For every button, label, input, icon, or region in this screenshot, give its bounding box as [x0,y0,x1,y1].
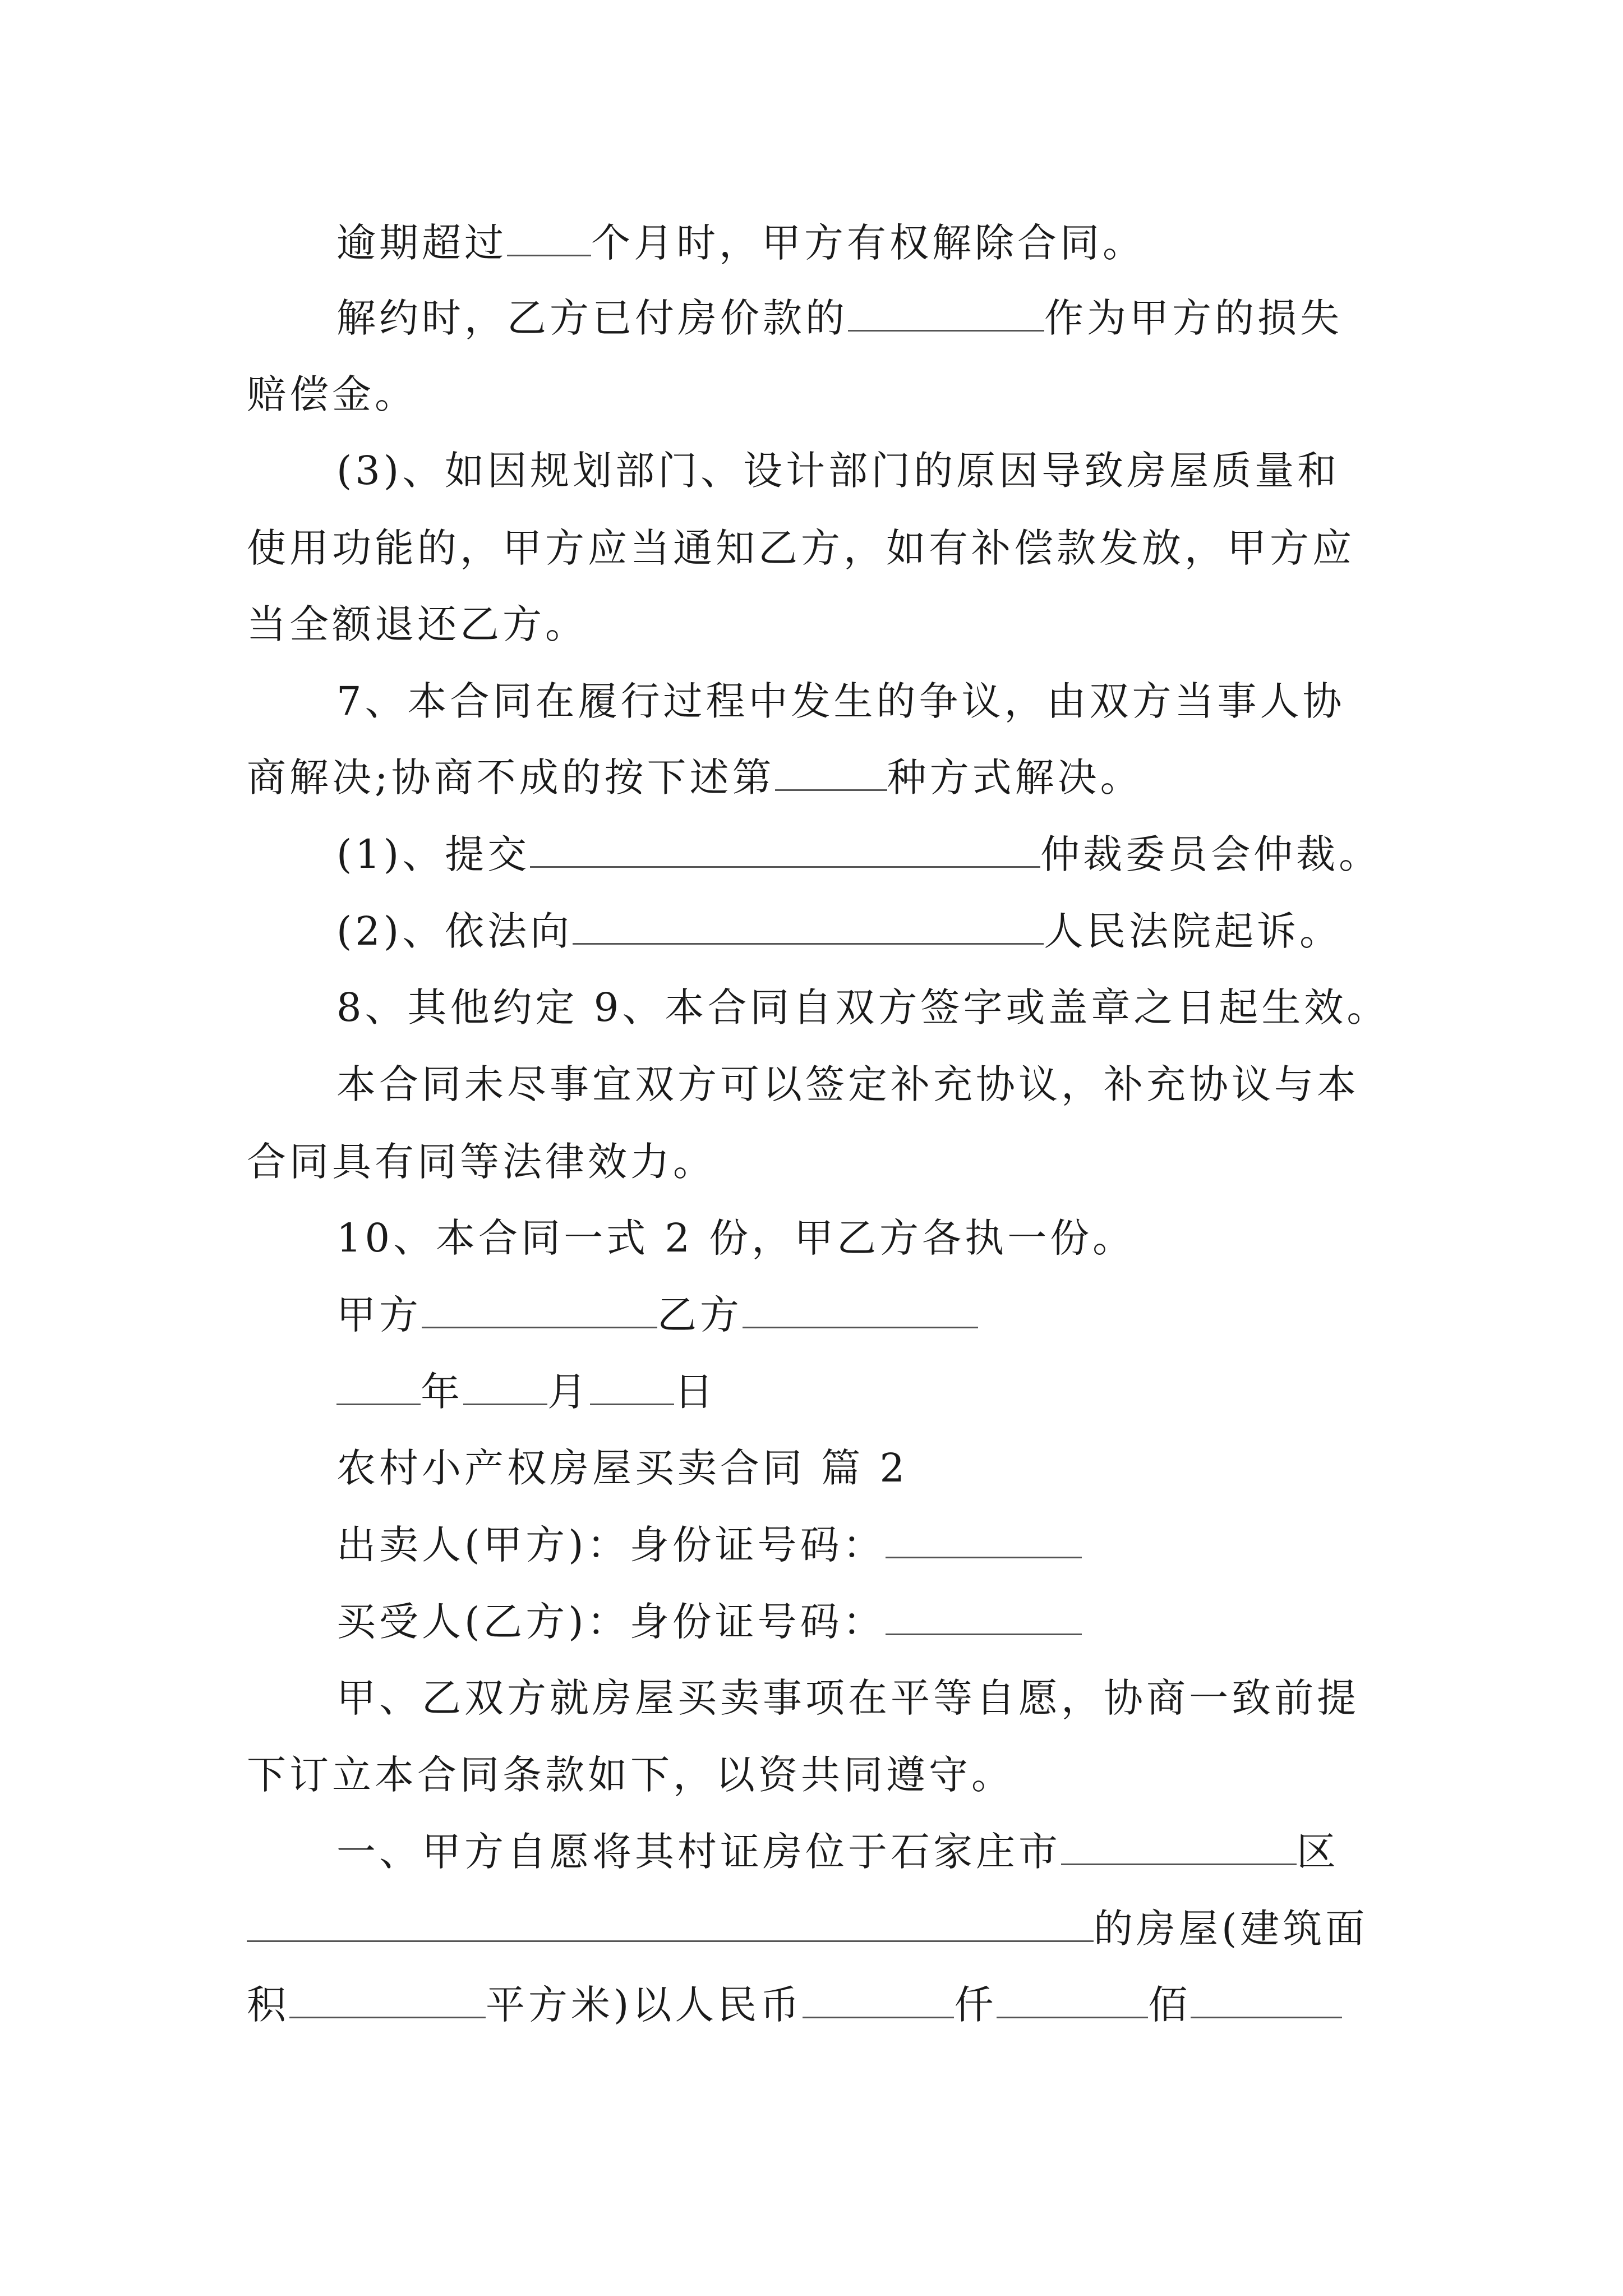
blank-field [886,1525,1082,1558]
signature-line: 甲方 乙方 [336,1295,978,1335]
blank-field [886,1602,1082,1635]
blank-field [1191,1985,1342,2018]
blank-field [743,1295,978,1328]
blank-field [775,758,887,791]
blank-field [247,1909,1094,1942]
blank-field [590,1372,674,1405]
text-line-1: 逾期超过 个月时，甲方有权解除合同。 [336,220,1145,266]
blank-field [336,1372,421,1405]
text-line-2: 解约时，乙方已付房价款的 作为甲方的损失 [336,295,1343,341]
blank-field [803,1985,954,2018]
text-line-3: 赔偿金。 [247,371,417,417]
blank-field [463,1372,547,1405]
blank-field [848,298,1044,332]
text-line-21: 下订立本合同条款如下，以资共同遵守。 [247,1752,1014,1798]
text-line-22: 一、甲方自愿将其村证房位于石家庄市 区 [336,1829,1339,1875]
date-line: 年 月 日 [336,1372,717,1411]
text-line-10: (2)、依法向 人民法院起诉。 [336,908,1343,954]
blank-field [422,1295,657,1328]
text-line-20: 甲、乙双方就房屋买卖事项在平等自愿，协商一致前提 [336,1675,1359,1721]
blank-field [1061,1832,1297,1865]
text-line-24: 积 平方米)以人民币 仟 佰 [247,1985,1342,2024]
text-line-14: 10、本合同一式 2 份，甲乙方各执一份。 [336,1215,1136,1261]
blank-field [289,1985,486,2018]
blank-field [573,912,1044,945]
text-line-4: (3)、如因规划部门、设计部门的原因导致房屋质量和 [336,448,1340,494]
seller-line: 出卖人(甲方)：身份证号码： [336,1525,1082,1565]
text-line-8: 商解决;协商不成的按下述第 种方式解决。 [247,754,1143,800]
text-line-23: 的房屋(建筑面 [247,1909,1368,1948]
blank-field [997,1985,1148,2018]
section-title: 农村小产权房屋买卖合同 篇 2 [336,1445,909,1491]
buyer-line: 买受人(乙方)：身份证号码： [336,1602,1082,1641]
text-line-5: 使用功能的，甲方应当通知乙方，如有补偿款发放，甲方应 [247,525,1355,571]
text-line-7: 7、本合同在履行过程中发生的争议，由双方当事人协 [336,678,1345,724]
text-line-13: 合同具有同等法律效力。 [247,1139,716,1185]
text-line-12: 本合同未尽事宜双方可以签定补充协议，补充协议与本 [336,1061,1359,1107]
text-line-9: (1)、提交 仲裁委员会仲裁。 [336,831,1382,877]
text-line-11: 8、其他约定 9、本合同自双方签字或盖章之日起生效。 [336,984,1390,1030]
blank-field [530,835,1040,868]
text-line-6: 当全额退还乙方。 [247,601,588,647]
blank-field [507,223,591,256]
